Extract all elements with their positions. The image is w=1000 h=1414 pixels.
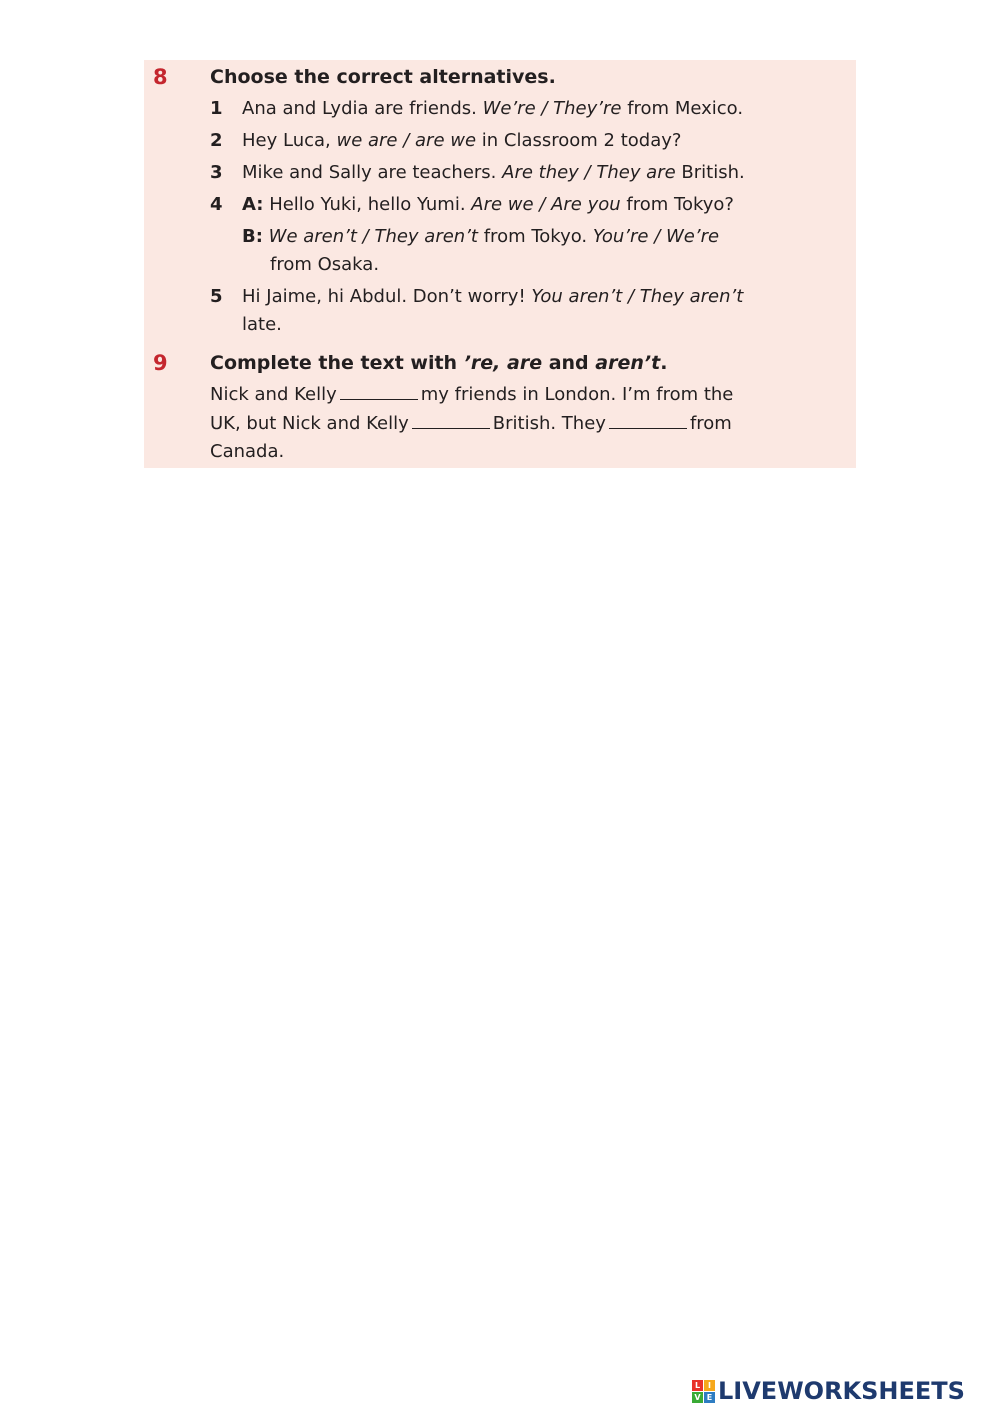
item-4-number: 4: [210, 194, 223, 215]
speaker-b-label: B:: [242, 226, 263, 247]
blank-3[interactable]: [609, 410, 687, 429]
ex9-line-2: [210, 410, 732, 438]
item-5-continuation: late.: [242, 314, 282, 335]
ex9-title-before: Complete the text with: [210, 352, 464, 374]
item-4a-before: Hello Yuki, hello Yumi.: [263, 194, 472, 215]
logo-text: LIVEWORKSHEETS: [718, 1377, 965, 1405]
item-5-before: Hi Jaime, hi Abdul. Don’t worry!: [242, 286, 532, 307]
item-1-before: Ana and Lydia are friends.: [242, 98, 483, 119]
exercise-panel: [144, 60, 856, 468]
logo-mark-icon: [692, 1380, 715, 1403]
item-5-text: [242, 283, 743, 311]
logo-mark-letter: E: [704, 1392, 715, 1403]
ex9-title-middle: and: [542, 352, 596, 374]
blank-1[interactable]: [340, 381, 418, 400]
ex9-title-word-1: ’re, are: [463, 352, 543, 374]
ex9-title-end: .: [660, 352, 668, 374]
liveworksheets-logo: [692, 1377, 965, 1405]
item-3-options[interactable]: Are they / They are: [502, 162, 676, 183]
item-4b-options-2[interactable]: You’re / We’re: [592, 226, 720, 247]
item-4a-options[interactable]: Are we / Are you: [471, 194, 621, 215]
ex9-text-2c: from: [689, 413, 732, 434]
ex9-text-1b: my friends in London. I’m from the: [420, 384, 734, 405]
ex9-line-3: Canada.: [210, 441, 285, 462]
item-1-number: 1: [210, 98, 223, 119]
item-4-line-a: [242, 191, 734, 219]
item-2-options[interactable]: we are / are we: [336, 130, 477, 151]
item-4b-middle: from Tokyo.: [478, 226, 593, 247]
exercise-9-number: 9: [153, 351, 168, 375]
item-3-before: Mike and Sally are teachers.: [242, 162, 503, 183]
item-1-text: [242, 95, 743, 123]
item-2-before: Hey Luca,: [242, 130, 337, 151]
item-3-text: [242, 159, 745, 187]
speaker-a-label: A:: [242, 194, 264, 215]
blank-2[interactable]: [412, 410, 490, 429]
exercise-8-title: Choose the correct alternatives.: [210, 66, 556, 88]
item-2-after: in Classroom 2 today?: [476, 130, 682, 151]
item-4b-continuation: from Osaka.: [270, 254, 380, 275]
ex9-text-2a: UK, but Nick and Kelly: [210, 413, 409, 434]
item-2-text: [242, 127, 681, 155]
item-3-number: 3: [210, 162, 223, 183]
item-4a-after: from Tokyo?: [620, 194, 734, 215]
exercise-9-title: [210, 349, 667, 377]
item-2-number: 2: [210, 130, 223, 151]
ex9-text-2b: British. They: [492, 413, 606, 434]
exercise-8-number: 8: [153, 65, 168, 89]
item-5-options[interactable]: You aren’t / They aren’t: [531, 286, 744, 307]
ex9-title-word-2: aren’t: [595, 352, 661, 374]
ex9-text-1a: Nick and Kelly: [210, 384, 337, 405]
logo-mark-letter: V: [692, 1392, 703, 1403]
ex9-line-1: [210, 381, 733, 409]
item-4b-options-1[interactable]: We aren’t / They aren’t: [268, 226, 478, 247]
item-3-after: British.: [675, 162, 745, 183]
logo-mark-letter: I: [704, 1380, 715, 1391]
item-5-number: 5: [210, 286, 223, 307]
logo-mark-letter: L: [692, 1380, 703, 1391]
item-4-line-b: [242, 223, 719, 251]
item-1-options[interactable]: We’re / They’re: [482, 98, 622, 119]
item-1-after: from Mexico.: [621, 98, 744, 119]
